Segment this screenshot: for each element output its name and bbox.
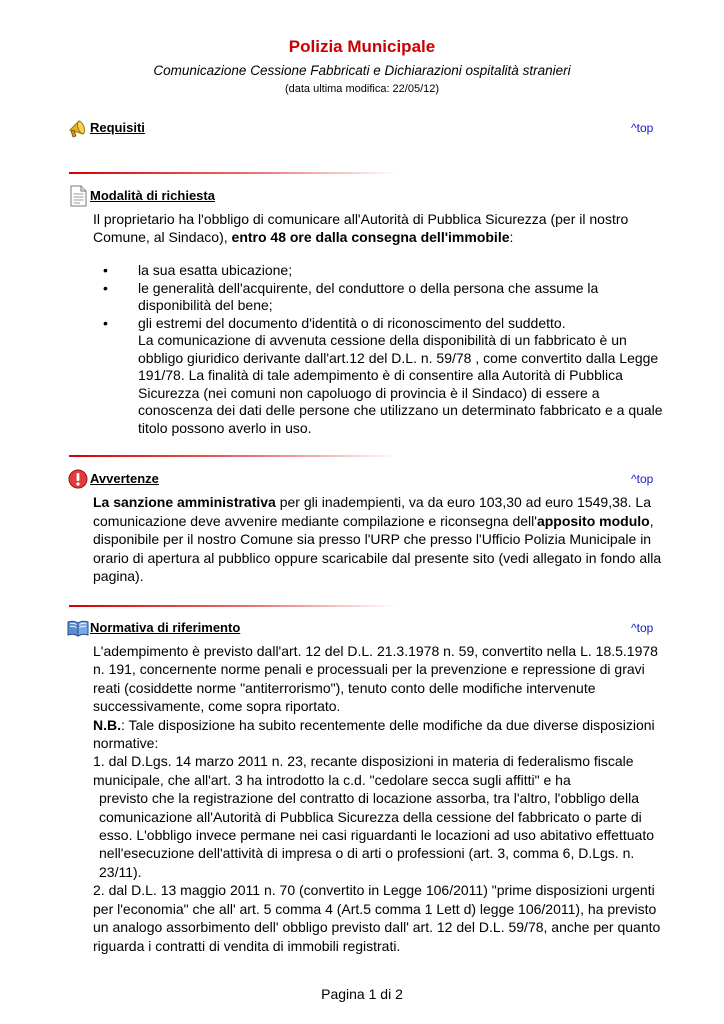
bullet-dot: • bbox=[103, 314, 108, 331]
avvertenze-text-1: per gli inadempienti, va da euro 103,30 ad euro 1549,38. La comunicazione deve avvenire mediante compilazione e riconsegna dell' bbox=[93, 494, 652, 529]
top-link-avvertenze[interactable]: ^top bbox=[631, 472, 654, 486]
normativa-item-2: 2. dal D.L. 13 maggio 2011 n. 70 (convertito in Legge 106/2011) "prime disposizioni urgenti per l'economia" che all' art. 5 comma 4 (Art.5 comma 1 Lett d) legge 106/2011), ha previsto un analogo assorbimento dell' obbligo previsto dall' art. 12 del D.L. 59/78, anche per quanto riguarda i contratti di vendita di immobili registrati. bbox=[93, 882, 661, 954]
bullet-dot: • bbox=[103, 262, 108, 278]
list-item-text: la sua esatta ubicazione; bbox=[138, 262, 293, 278]
avvertenze-bold-modulo: apposito modulo bbox=[536, 512, 650, 529]
modalita-intro-end: : bbox=[509, 229, 514, 246]
modalita-extra-text: La comunicazione di avvenuta cessione della disponibilità di un fabbricato è un obbligo giuridico derivante dall'art.12 del D.L. n. 59/78 , come convertito dalla Legge 191/78. La finalità di tale adempimento è di consentire alla Autorità di Pubblica Sicurezza (nei comuni non capoluogo di provincia è il Sindaco) di essere a conoscenza dei dati delle persone che utilizzano un determinato fabbricato e a quale titolo possono averlo in uso. bbox=[138, 332, 663, 436]
section-divider bbox=[69, 172, 399, 174]
section-divider bbox=[69, 455, 399, 457]
book-icon bbox=[67, 617, 89, 639]
avvertenze-text bbox=[93, 493, 673, 586]
bullet-dot: • bbox=[103, 279, 108, 296]
section-divider bbox=[69, 605, 399, 607]
modalita-intro-text: Il proprietario ha l'obbligo di comunicare all'Autorità di Pubblica Sicurezza (per il nostro Comune, al Sindaco), bbox=[93, 211, 629, 246]
list-item bbox=[93, 280, 673, 315]
nb-label: N.B. bbox=[93, 716, 121, 733]
normativa-text bbox=[93, 642, 673, 955]
normativa-paragraph-1: L'adempimento è previsto dall'art. 12 del D.L. 21.3.1978 n. 59, convertito nella L. 18.5.1978 n. 191, concernente norme penali e processuali per la prevenzione e repressione di gravi reati (cosiddette norme "antiterrorismo"), tenuto conto delle modifiche intervenute successivamente, come sopra riportato. bbox=[93, 643, 658, 715]
top-link-normativa[interactable]: ^top bbox=[631, 621, 654, 635]
list-item bbox=[93, 315, 673, 438]
list-item bbox=[93, 262, 673, 280]
list-item-text: gli estremi del documento d'identità o di riconoscimento del suddetto. bbox=[138, 314, 566, 331]
section-title-modalita: Modalità di richiesta bbox=[90, 188, 215, 203]
top-link-requisiti[interactable]: ^top bbox=[631, 121, 654, 135]
section-title-normativa: Normativa di riferimento bbox=[90, 620, 241, 635]
warning-icon bbox=[67, 468, 89, 490]
page-subtitle: Comunicazione Cessione Fabbricati e Dichiarazioni ospitalità stranieri bbox=[153, 63, 571, 78]
page-number: Pagina 1 di 2 bbox=[321, 986, 403, 1002]
section-title-avvertenze: Avvertenze bbox=[90, 471, 159, 486]
list-item-text: le generalità dell'acquirente, del conduttore o della persona che assume la disponibilità del bene; bbox=[138, 279, 599, 313]
normativa-item-1-b: previsto che la registrazione del contratto di locazione assorba, tra l'altro, l'obbligo della comunicazione all'Autorità di Pubblica Sicurezza della cessione del fabbricato o parte di esso. L'obbligo invece permane nei casi riguardanti le locazioni ad uso abitativo effettuato nell'esecuzione dell'attività di impresa o di arti o professioni (art. 3, comma 6, D.Lgs. n. 23/11). bbox=[99, 790, 654, 880]
page-title: Polizia Municipale bbox=[288, 37, 436, 56]
megaphone-icon bbox=[67, 117, 89, 139]
nb-text: : Tale disposizione ha subito recentemente delle modifiche da due diverse disposizioni normative: bbox=[93, 716, 655, 752]
last-modified-date: (data ultima modifica: 22/05/12) bbox=[284, 83, 440, 95]
normativa-item-1-a: 1. dal D.Lgs. 14 marzo 2011 n. 23, recante disposizioni in materia di federalismo fiscale municipale, che all'art. 3 ha introdotto la c.d. "cedolare secca sugli affitti" e ha bbox=[93, 753, 634, 788]
document-icon bbox=[67, 185, 89, 207]
modalita-intro-bold: entro 48 ore dalla consegna dell'immobile bbox=[231, 229, 510, 246]
modalita-intro bbox=[93, 210, 673, 247]
avvertenze-text-2: , disponibile per il nostro Comune sia presso l'URP che presso l'Ufficio Polizia Municipale in orario di apertura al pubblico oppure scaricabile dal presente sito (vedi allegato in fondo alla pagina). bbox=[93, 512, 662, 585]
modalita-bullet-list bbox=[93, 262, 673, 437]
section-title-requisiti: Requisiti bbox=[90, 120, 145, 135]
avvertenze-bold-sanzione: La sanzione amministrativa bbox=[93, 494, 276, 510]
